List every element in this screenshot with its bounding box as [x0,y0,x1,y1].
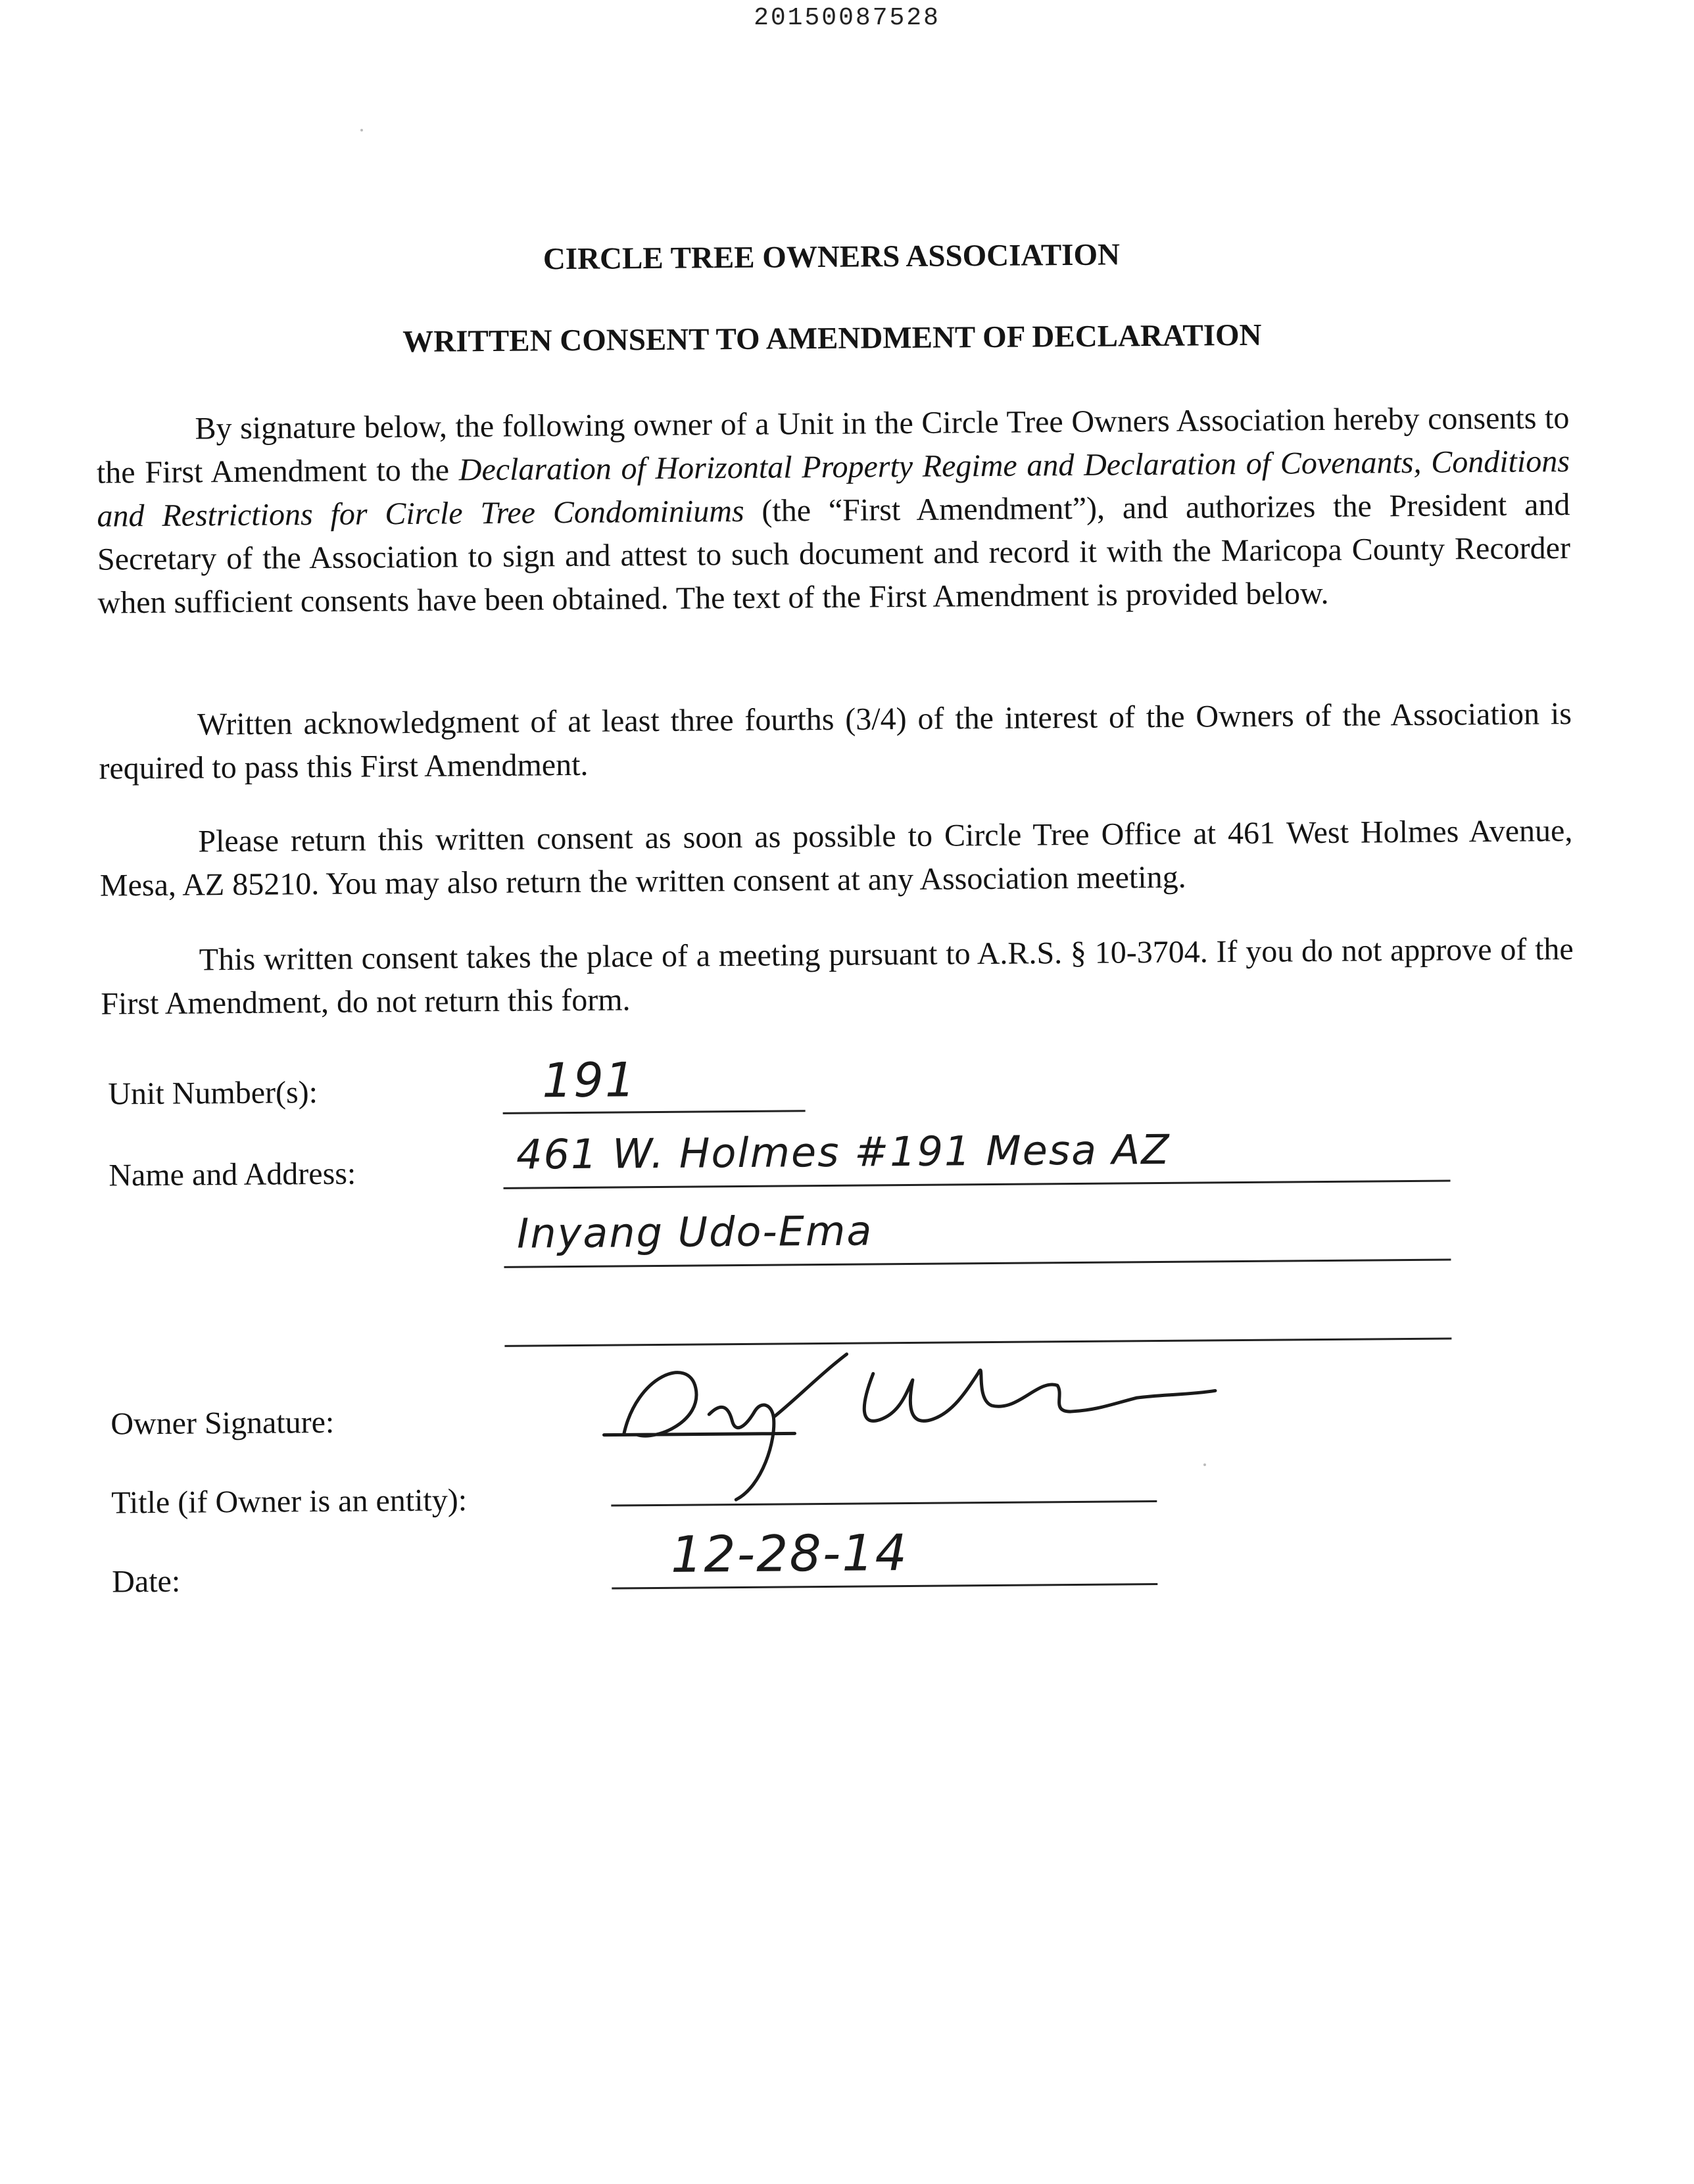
meeting-notice-paragraph: This written consent takes the place of a meeting pursuant to A.R.S. § 10-3704. If you do not approve of the First Amendment, do not return this form. [101,932,1574,1022]
unit-number-label: Unit Number(s): [108,1075,318,1112]
address-line-1[interactable] [504,1180,1451,1189]
unit-number-value: 191 [541,1052,637,1108]
organization-heading: CIRCLE TREE OWNERS ASSOCIATION [543,237,1121,277]
acknowledgment-paragraph: Written acknowledgment of at least three fourths (3/4) of the interest of the Owners of the Association is required to pass this First Amendment. [99,696,1572,786]
address-line-1-value: 461 W. Holmes #191 Mesa AZ [516,1125,1171,1179]
date-value: 12-28-14 [670,1523,909,1584]
consent-paragraph: By signature below, the following owner of a Unit in the Circle Tree Owners Association hereby consents to the First Amendment to the Declaration of Horizontal Property Regime and Declaration of Covenants, Conditions and Restrictions for Circle Tree Condominiums (the “First Amendment”), and authorizes the President and Secretary of the Association to sign and attest to such document and record it with the Maricopa County Recorder when sufficient consents have been obtained. The text of the First Amendment is provided below. [96,400,1571,621]
declaration-title: Declaration of Horizontal Property Regime and Declaration of Covenants, Conditions and Restrictions for Circle Tree Condominiums [97,444,1570,534]
address-line-2-value: Inyang Udo-Ema [516,1206,873,1258]
owner-signature-icon [596,1331,1229,1507]
date-label: Date: [112,1563,181,1600]
form-title: WRITTEN CONSENT TO AMENDMENT OF DECLARATION [402,318,1262,359]
recording-number: 20150087528 [754,4,940,32]
name-address-label: Name and Address: [109,1156,356,1193]
address-line-2[interactable] [504,1259,1451,1268]
title-label: Title (if Owner is an entity): [111,1483,468,1521]
date-line[interactable] [612,1583,1157,1590]
unit-number-line[interactable] [503,1110,806,1114]
owner-signature-label: Owner Signature: [110,1404,335,1442]
return-instructions-paragraph: Please return this written consent as soon as possible to Circle Tree Office at 461 West Holmes Avenue, Mesa, AZ 85210. You may also return the written consent at any Association meeting. [99,813,1573,903]
